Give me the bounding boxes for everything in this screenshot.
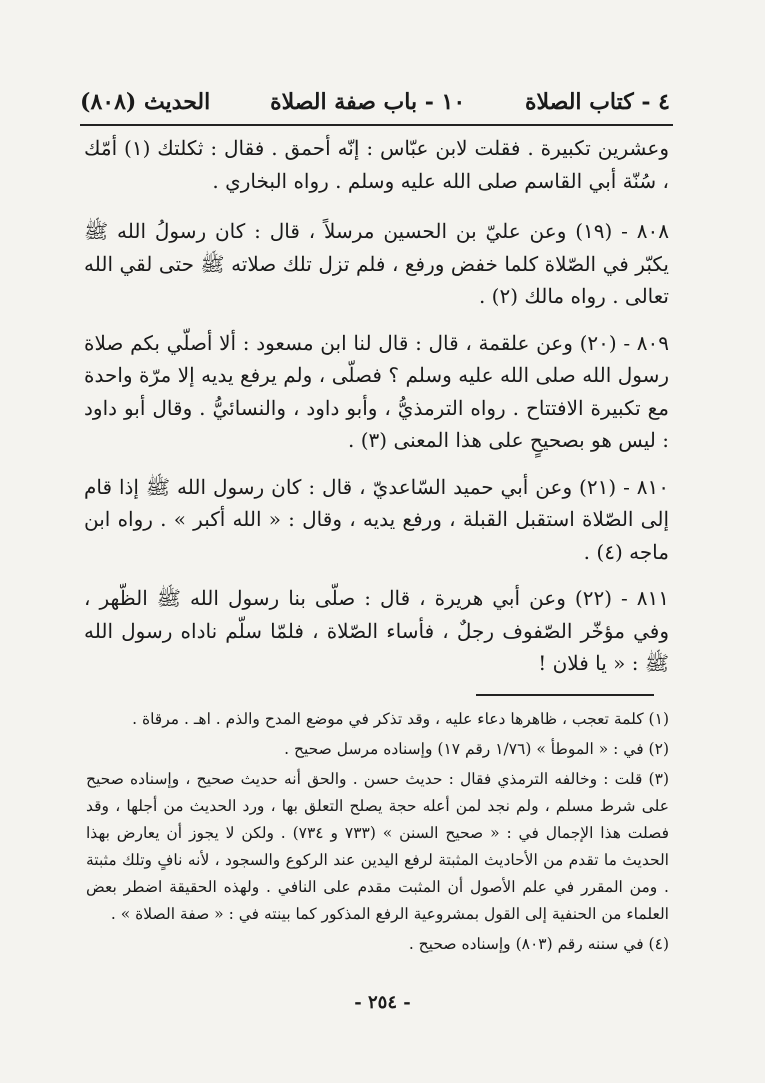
chapter-title: ١٠ - باب صفة الصلاة [270,89,466,115]
footnote-1: (١) كلمة تعجب ، ظاهرها دعاء عليه ، وقد تذكر في موضع المدح والذم . اهـ . مرقاة . [132,710,669,728]
main-text [84,132,669,694]
book-title: ٤ - كتاب الصلاة [524,89,670,115]
footnote-2: (٢) في : « الموطأ » (١/٧٦ رقم ١٧) وإسناده مرسل صحيح . [284,740,669,758]
paragraph: وعشرين تكبيرة . فقلت لابن عبّاس : إنّه أحمق . فقال : ثكلتك (١) أمّك ، سُنّة أبي القاسم صلى الله عليه وسلم . رواه البخاري . [84,136,669,193]
page-number: - ٢٥٤ - [354,992,411,1013]
hadith-808: ٨٠٨ - (١٩) وعن عليّ بن الحسين مرسلاً ، قال : كان رسولُ الله ﷺ يكبّر في الصّلاة كلما خفض ورفع ، فلم تزل تلك صلاته ﷺ حتى لقي الله تعالى . رواه مالك (٢) . [84,219,670,308]
footnote-divider [476,694,654,696]
footnote-3: (٣) قلت : وخالفه الترمذي فقال : حديث حسن . والحق أنه حديث صحيح ، وإسناده صحيح على شرط مسلم ، ولم نجد لمن أعله حجة يصلح التعلق بها ، ورد الحديث من أجلها ، وقد فصلت هذا الإجمال في : « صحيح السنن » (٧٣٣ و ٧٣٤) . ولكن لا يجوز أن يعارض بهذا الحديث ما تقدم من الأحاديث المثبتة لرفع اليدين عند الركوع والسجود ، لأنه نافٍ وتلك مثبتة . ومن المقرر في علم الأصول أن المثبت مقدم على النافي . ولهذه الحقيقة اضطر بعض العلماء من الحنفية إلى القول بمشروعية الرفع المذكور كما بينته في : « صفة الصلاة » . [86,770,669,923]
header-divider [80,124,673,126]
footnote-4: (٤) في سننه رقم (٨٠٣) وإسناده صحيح . [408,935,669,953]
hadith-811: ٨١١ - (٢٢) وعن أبي هريرة ، قال : صلّى بنا رسول الله ﷺ الظّهر ، وفي مؤخّر الصّفوف رجلٌ ، فأساء الصّلاة ، فلمّا سلّم ناداه رسول الله ﷺ : « يا فلان ! [84,586,669,675]
footnotes [86,706,669,961]
hadith-810: ٨١٠ - (٢١) وعن أبي حميد السّاعديّ ، قال : كان رسول الله ﷺ إذا قام إلى الصّلاة استقبل القبلة ، ورفع يديه ، وقال : « الله أكبر » . رواه ابن ماجه (٤) . [84,474,669,564]
page-header [80,82,670,122]
hadith-reference: الحديث (٨٠٨) [80,89,211,115]
hadith-809: ٨٠٩ - (٢٠) وعن علقمة ، قال : قال لنا ابن مسعود : ألا أصلّي بكم صلاة رسول الله صلى الله عليه وسلم ؟ فصلّى ، ولم يرفع يديه إلا مرّة واحدة مع تكبيرة الافتتاح . رواه الترمذيُّ ، وأبو داود ، والنسائيُّ . وقال أبو داود : ليس هو بصحيحٍ على هذا المعنى (٣) . [84,330,669,452]
